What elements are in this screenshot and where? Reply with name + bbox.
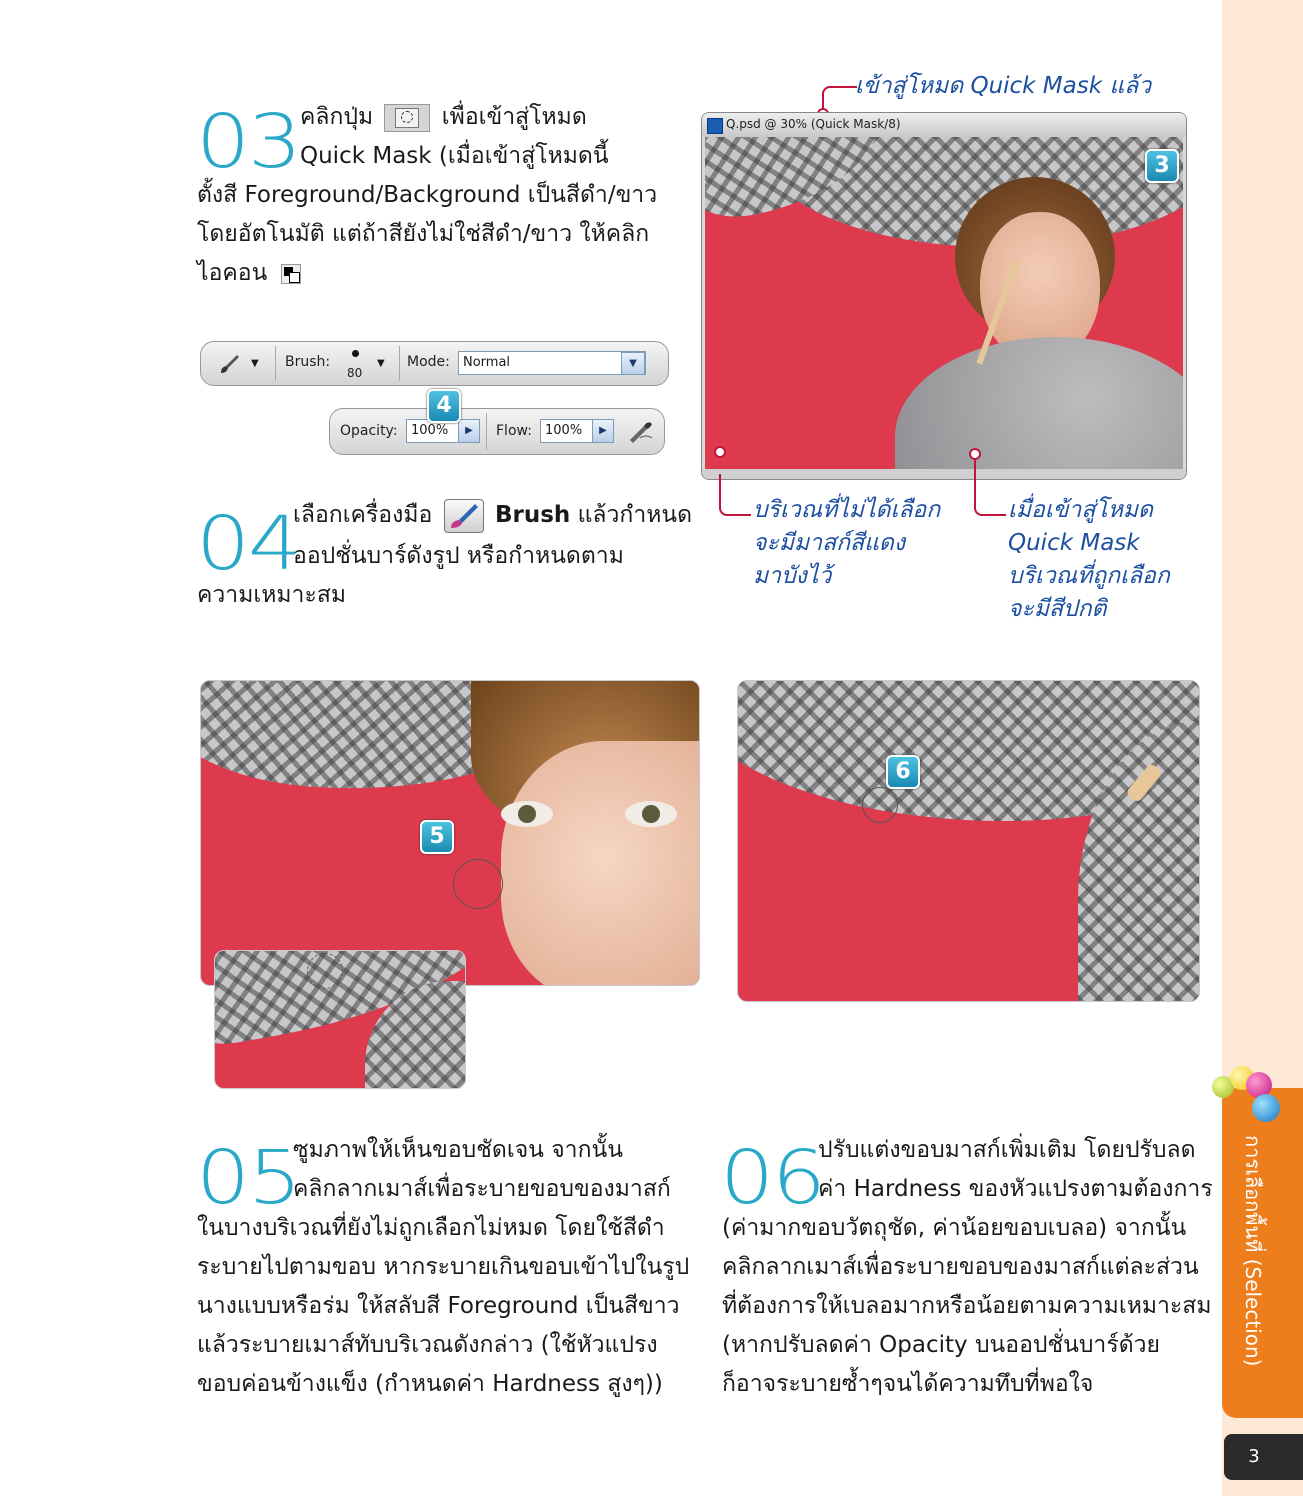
umbrella-edge-photo [737, 680, 1200, 1002]
step-04-line1: เลือกเครื่องมือ Brush แล้วกำหนด [293, 496, 692, 535]
step-4-marker: 4 [427, 389, 461, 423]
step-03-number: 03 [196, 99, 300, 185]
brush-size: 80 [347, 366, 363, 380]
inset-zoom-photo [214, 950, 466, 1089]
step-06-line7: ก็อาจระบายซ้ำๆจนได้ความทึบที่พอใจ [722, 1371, 1094, 1397]
brush-tool-button-icon [444, 499, 484, 533]
brush-label: Brush: [285, 354, 331, 370]
options-bar-row1 [200, 341, 669, 386]
chapter-title: การเลือกพื้นที่ (Selection) [1241, 1135, 1265, 1367]
step-03-line4: โดยอัตโนมัติ แต่ถ้าสียังไม่ใช่สีดำ/ขาว ให้คลิก [197, 221, 650, 247]
brush-cursor-5 [453, 859, 503, 909]
document-window [701, 112, 1187, 480]
brush-picker-arrow-icon[interactable]: ▼ [377, 358, 385, 369]
model-eye-right [625, 801, 677, 827]
window-statusbar [702, 469, 1186, 479]
step-05-line1: ซูมภาพให้เห็นขอบชัดเจน จากนั้น [293, 1137, 623, 1163]
opacity-slider-arrow-icon[interactable]: ▶ [458, 419, 480, 443]
callout-dot-right [969, 448, 981, 460]
canvas-quick-mask[interactable] [705, 137, 1183, 469]
step-05-line6: แล้วระบายเมาส์ทับบริเวณดังกล่าว (ใช้หัวแปรง [197, 1332, 658, 1358]
step-03-line5: ไอคอน [197, 254, 301, 293]
callout-unselected-area: บริเวณที่ไม่ได้เลือก จะมีมาสก์สีแดง มาบังไว้ [753, 497, 941, 589]
step-04-line2: ออปชั่นบาร์ดังรูป หรือกำหนดตาม [293, 543, 624, 569]
brush-preview-dot[interactable] [352, 350, 359, 357]
opacity-field[interactable]: 100% [406, 419, 460, 443]
model-eye-left [501, 801, 553, 827]
step-3-marker: 3 [1145, 149, 1179, 183]
flow-slider-arrow-icon[interactable]: ▶ [592, 419, 614, 443]
color-dots-decoration [1212, 1066, 1284, 1126]
step-06-line2: ค่า Hardness ของหัวแปรงตามต้องการ [818, 1176, 1213, 1202]
step-03-line2: Quick Mask (เมื่อเข้าสู่โหมดนี้ [300, 143, 609, 169]
callout-selected-area: เมื่อเข้าสู่โหมด Quick Mask บริเวณที่ถูกเลือก จะมีสีปกติ [1008, 497, 1170, 622]
step-04-number: 04 [196, 501, 300, 587]
mode-select[interactable]: Normal [458, 351, 646, 375]
step-06-line3: (ค่ามากขอบวัตถุชัด, ค่าน้อยขอบเบลอ) จากนั้น [722, 1215, 1187, 1241]
default-colors-icon [281, 264, 301, 284]
window-titlebar[interactable] [702, 113, 1186, 137]
brush-tool-icon[interactable] [217, 352, 241, 376]
step-6-marker: 6 [886, 755, 920, 789]
tool-preset-arrow-icon[interactable]: ▼ [251, 358, 259, 369]
step-05-line2: คลิกลากเมาส์เพื่อระบายขอบของมาสก์ [293, 1176, 671, 1202]
step-05-line4: ระบายไปตามขอบ หากระบายเกินขอบเข้าไปในรูป [197, 1254, 690, 1280]
page-number-box [1224, 1434, 1303, 1480]
step-03-line3: ตั้งสี Foreground/Background เป็นสีดำ/ขาว [197, 182, 658, 208]
step-04-line3: ความเหมาะสม [197, 582, 347, 608]
step-06-line4: คลิกลากเมาส์เพื่อระบายขอบของมาสก์แต่ละส่วน [722, 1254, 1199, 1280]
brush-cursor-inset [307, 953, 343, 989]
step-06-number: 06 [720, 1135, 824, 1221]
step-06-line5: ที่ต้องการให้เบลอมากหรือน้อยตามความเหมาะสม [722, 1293, 1212, 1319]
step-06-line1: ปรับแต่งขอบมาสก์เพิ่มเติม โดยปรับลด [818, 1137, 1196, 1163]
callout-leader-left [719, 474, 751, 516]
brush-cursor-6 [862, 787, 898, 823]
callout-dot-left [714, 446, 726, 458]
mode-label: Mode: [407, 354, 450, 370]
step-06-line6: (หากปรับลดค่า Opacity บนออปชั่นบาร์ด้วย [722, 1332, 1161, 1358]
step-03-line1: คลิกปุ่ม เพื่อเข้าสู่โหมด [300, 104, 587, 130]
quick-mask-button-icon [384, 104, 430, 132]
window-title: Q.psd @ 30% (Quick Mask/8) [726, 117, 901, 131]
flow-label: Flow: [496, 423, 532, 439]
opacity-label: Opacity: [340, 423, 398, 439]
step-05-line5: นางแบบหรือร่ม ให้สลับสี Foreground เป็นสีขาว [197, 1293, 680, 1319]
page-number: 3 [1248, 1446, 1260, 1467]
flow-field[interactable]: 100% [540, 419, 594, 443]
callout-quick-mask-on: เข้าสู่โหมด Quick Mask แล้ว [855, 73, 1152, 99]
options-bar-row2 [329, 408, 665, 455]
photoshop-app-icon [707, 118, 723, 134]
airbrush-icon[interactable] [626, 418, 654, 444]
callout-leader-right [974, 456, 1006, 516]
step-5-marker: 5 [420, 820, 454, 854]
mode-dropdown-chevron-icon[interactable]: ▼ [621, 352, 645, 375]
step-05-line3: ในบางบริเวณที่ยังไม่ถูกเลือกไม่หมด โดยใช้สีดำ [197, 1215, 665, 1241]
step-05-number: 05 [196, 1135, 300, 1221]
step-05-line7: ขอบค่อนข้างแข็ง (กำหนดค่า Hardness สูงๆ)) [197, 1371, 663, 1397]
model-body [895, 337, 1183, 469]
